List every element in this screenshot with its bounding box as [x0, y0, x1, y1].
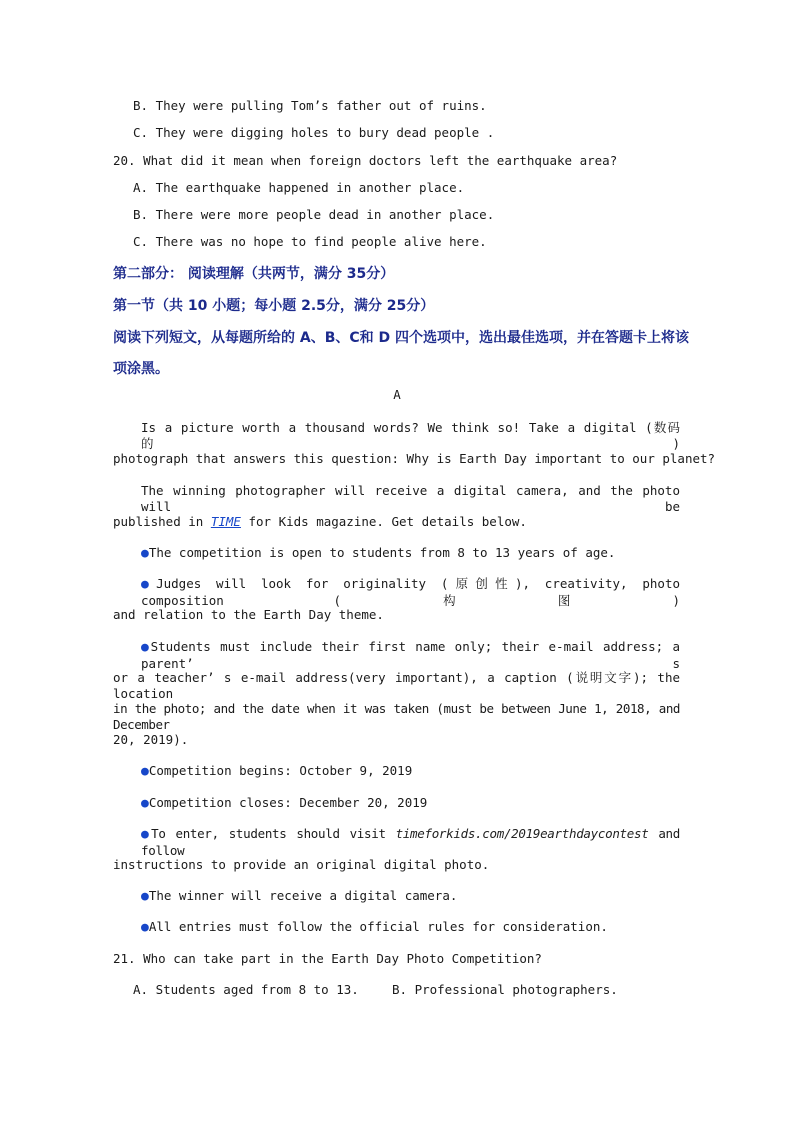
bullet-item-4 [141, 763, 412, 780]
bullet-item-3-line2: or a teacher’ s e-mail address(very important), a caption (说明文字); the location [113, 670, 680, 701]
bullet-text: All entries must follow the official rules for consideration. [148, 919, 608, 934]
bullet-icon: ● [141, 577, 157, 592]
bullet-item-2-line2: and relation to the Earth Day theme. [113, 607, 384, 622]
bullet-item-5 [141, 795, 427, 812]
bullet-item-7 [141, 888, 457, 905]
bullet-text: Competition closes: December 20, 2019 [148, 795, 428, 810]
passage-label: A [393, 387, 401, 402]
bullet-item-6-line2: instructions to provide an original digital photo. [113, 857, 490, 872]
passage-p2-line1: The winning photographer will receive a digital camera, and the photo will be [141, 483, 680, 514]
bullet-text: Students must include their first name only; their e-mail address; a parent’ s [141, 639, 680, 671]
q21-option-a: A. Students aged from 8 to 13. [133, 982, 359, 997]
contest-url-link[interactable]: timeforkids.com/2019earthdaycontest [395, 826, 649, 841]
bullet-item-2-line1 [141, 576, 680, 609]
bullet-item-3-line1 [141, 639, 680, 672]
bullet-item-1 [141, 545, 615, 562]
section-instruction-line2: 项涂黑。 [113, 361, 169, 377]
bullet-item-3-line4: 20, 2019). [113, 732, 189, 747]
bullet-text: Judges will look for originality (原创性), creativity, photo composition (构图) [141, 576, 681, 608]
bullet-item-3-line3: in the photo; and the date when it was taken (must be between June 1, 2018, and December [113, 701, 680, 732]
bullet-icon: ● [141, 640, 151, 655]
passage-p2-text-a: published in [113, 514, 211, 529]
bullet-item-6-line1 [141, 826, 680, 859]
q20-option-a: A. The earthquake happened in another place. [133, 180, 465, 195]
q20-option-b: B. There were more people dead in another place. [133, 207, 495, 222]
q20-stem: 20. What did it mean when foreign doctors left the earthquake area? [113, 153, 618, 168]
q19-option-c: C. They were digging holes to bury dead people . [133, 125, 495, 140]
bullet-icon: ● [141, 796, 149, 811]
bullet-text-a: To enter, students should visit [151, 826, 396, 841]
q21-stem: 21. Who can take part in the Earth Day Photo Competition? [113, 951, 542, 966]
bullet-item-8 [141, 919, 608, 936]
q20-option-c: C. There was no hope to find people alive here. [133, 234, 487, 249]
time-logo: TIME [210, 514, 241, 529]
section-sub-title: 第一节（共 10 小题；每小题 2.5分，满分 25分） [113, 298, 435, 314]
section-instruction-line1: 阅读下列短文，从每题所给的 A、B、C和 D 四个选项中，选出最佳选项，并在答题卡上将该 [113, 330, 690, 346]
bullet-text: The competition is open to students from 8 to 13 years of age. [148, 545, 616, 560]
bullet-text-b: and follow [141, 826, 681, 858]
passage-p1-line1: Is a picture worth a thousand words? We think so! Take a digital (数码的) [141, 420, 680, 451]
bullet-icon: ● [141, 827, 152, 842]
section-part-title: 第二部分： 阅读理解（共两节，满分 35分） [113, 266, 395, 282]
passage-p1-line2: photograph that answers this question: Why is Earth Day important to our planet? [113, 451, 716, 466]
bullet-icon: ● [141, 764, 149, 779]
bullet-text: Competition begins: October 9, 2019 [148, 763, 413, 778]
bullet-icon: ● [141, 889, 149, 904]
q21-option-b: B. Professional photographers. [392, 982, 618, 997]
q19-option-b: B. They were pulling Tom’s father out of ruins. [133, 98, 487, 113]
bullet-icon: ● [141, 920, 149, 935]
bullet-icon: ● [141, 546, 149, 561]
passage-p2-text-b: for Kids magazine. Get details below. [240, 514, 527, 529]
bullet-text: The winner will receive a digital camera. [148, 888, 458, 903]
passage-p2-line2 [113, 514, 527, 530]
